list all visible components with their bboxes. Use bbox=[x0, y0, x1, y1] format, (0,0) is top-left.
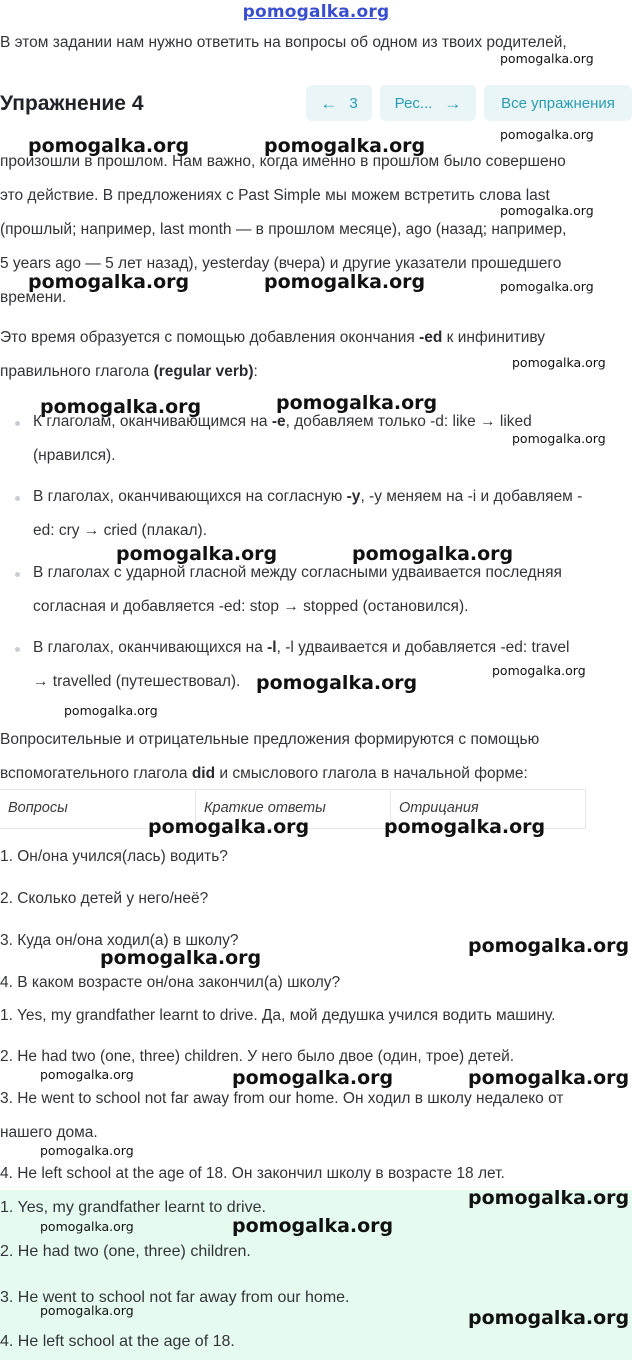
arrow-left-icon: ← bbox=[320, 93, 338, 113]
arrow-right-icon: → bbox=[444, 93, 462, 113]
theory-line: это действие. В предложениях с Past Simple мы можем встретить слова last bbox=[0, 187, 550, 204]
watermark: pomogalka.org bbox=[100, 947, 262, 969]
watermark: pomogalka.org bbox=[116, 543, 278, 565]
watermark: pomogalka.org bbox=[276, 392, 438, 414]
theory-line: времени. bbox=[0, 289, 67, 306]
final-answer-item: 3. He went to school not far away from our home. bbox=[0, 1289, 350, 1306]
answer-item: 4. He left school at the age of 18. Он закончил школу в возрасте 18 лет. bbox=[0, 1165, 505, 1182]
watermark: pomogalka.org bbox=[40, 1303, 134, 1318]
rule-item: К глаголам, оканчивающимся на -e, добавляем только -d: like → liked bbox=[33, 413, 532, 430]
final-answer-item: 4. He left school at the age of 18. bbox=[0, 1333, 235, 1350]
watermark: pomogalka.org bbox=[492, 663, 586, 678]
auxiliary-line: Вопросительные и отрицательные предложения формируются с помощью bbox=[0, 731, 540, 748]
answer-item: 1. Yes, my grandfather learnt to drive. Да, мой дедушка учился водить машину. bbox=[0, 1007, 556, 1024]
watermark: pomogalka.org bbox=[40, 1143, 134, 1158]
rule-item: В глаголах с ударной гласной между согласными удваивается последняя bbox=[33, 564, 562, 581]
watermark: pomogalka.org bbox=[500, 127, 594, 142]
watermark: pomogalka.org bbox=[232, 1067, 394, 1089]
all-exercises-label: Все упражнения bbox=[501, 94, 615, 112]
intro-text: В этом задании нам нужно ответить на вопросы об одном из твоих родителей, bbox=[0, 34, 567, 51]
answer-item: нашего дома. bbox=[0, 1124, 98, 1141]
rule-item: ed: cry → cried (плакал). bbox=[33, 522, 208, 539]
watermark: pomogalka.org bbox=[384, 816, 546, 838]
watermark: pomogalka.org bbox=[468, 1067, 630, 1089]
watermark: pomogalka.org bbox=[148, 816, 310, 838]
rule-item: согласная и добавляется -ed: stop → stopped (остановился). bbox=[33, 598, 469, 615]
table-header-questions: Вопросы bbox=[0, 790, 196, 828]
final-answer-item: 2. He had two (one, three) children. bbox=[0, 1243, 251, 1260]
question-item: 4. В каком возрасте он/она закончил(а) школу? bbox=[0, 974, 341, 991]
answer-item: 2. He had two (one, three) children. У него было двое (один, трое) детей. bbox=[0, 1048, 515, 1065]
watermark: pomogalka.org bbox=[352, 543, 514, 565]
theory-line: 5 years ago — 5 лет назад), yesterday (вчера) и другие указатели прошедшего bbox=[0, 255, 562, 272]
watermark: pomogalka.org bbox=[468, 935, 630, 957]
next-exercise-label: Рес... bbox=[394, 94, 433, 112]
rule-item: В глаголах, оканчивающихся на -l, -l удваивается и добавляется -ed: travel bbox=[33, 639, 570, 656]
watermark: pomogalka.org bbox=[500, 203, 594, 218]
auxiliary-line: вспомогательного глагола did и смыслового глагола в начальной форме: bbox=[0, 765, 528, 782]
list-bullet bbox=[15, 496, 20, 501]
table-header-negatives: Отрицания bbox=[391, 790, 586, 828]
watermark: pomogalka.org bbox=[512, 431, 606, 446]
watermark: pomogalka.org bbox=[500, 279, 594, 294]
watermark: pomogalka.org bbox=[28, 271, 190, 293]
formation-line: правильного глагола (regular verb): bbox=[0, 363, 258, 380]
watermark: pomogalka.org bbox=[40, 1067, 134, 1082]
question-item: 2. Сколько детей у него/неё? bbox=[0, 890, 209, 907]
prev-exercise-label: 3 bbox=[349, 94, 358, 112]
next-exercise-button[interactable] bbox=[380, 85, 476, 121]
theory-line: произошли в прошлом. Нам важно, когда именно в прошлом было совершено bbox=[0, 153, 566, 170]
all-exercises-button[interactable] bbox=[484, 85, 632, 121]
watermark: pomogalka.org bbox=[40, 396, 202, 418]
final-answer-item: 1. Yes, my grandfather learnt to drive. bbox=[0, 1199, 266, 1216]
rule-item: В глаголах, оканчивающихся на согласную -y, -y меняем на -i и добавляем - bbox=[33, 488, 583, 505]
watermark: pomogalka.org bbox=[468, 1187, 630, 1209]
watermark: pomogalka.org bbox=[500, 51, 594, 66]
question-item: 3. Куда он/она ходил(а) в школу? bbox=[0, 932, 239, 949]
watermark: pomogalka.org bbox=[28, 135, 190, 157]
watermark: pomogalka.org bbox=[468, 1307, 630, 1329]
watermark: pomogalka.org bbox=[232, 1215, 394, 1237]
watermark: pomogalka.org bbox=[256, 672, 418, 694]
list-bullet bbox=[15, 421, 20, 426]
formation-line: Это время образуется с помощью добавления окончания -ed к инфинитиву bbox=[0, 329, 546, 346]
watermark: pomogalka.org bbox=[264, 135, 426, 157]
exercise-title: Упражнение 4 bbox=[0, 92, 144, 115]
rule-item: (нравился). bbox=[33, 447, 116, 464]
list-bullet bbox=[15, 572, 20, 577]
watermark: pomogalka.org bbox=[512, 355, 606, 370]
list-bullet bbox=[15, 647, 20, 652]
watermark: pomogalka.org bbox=[40, 1219, 134, 1234]
watermark: pomogalka.org bbox=[64, 703, 158, 718]
rule-item: → travelled (путешествовал). bbox=[33, 673, 241, 690]
theory-line: (прошлый; например, last month — в прошлом месяце), ago (назад; например, bbox=[0, 221, 567, 238]
site-watermark-link[interactable]: pomogalka.org bbox=[242, 2, 390, 22]
question-item: 1. Он/она учился(лась) водить? bbox=[0, 848, 228, 865]
table-header-short-answers: Краткие ответы bbox=[196, 790, 391, 828]
watermark: pomogalka.org bbox=[264, 271, 426, 293]
answer-item: 3. He went to school not far away from our home. Он ходил в школу недалеко от bbox=[0, 1090, 564, 1107]
prev-exercise-button[interactable] bbox=[306, 85, 372, 121]
